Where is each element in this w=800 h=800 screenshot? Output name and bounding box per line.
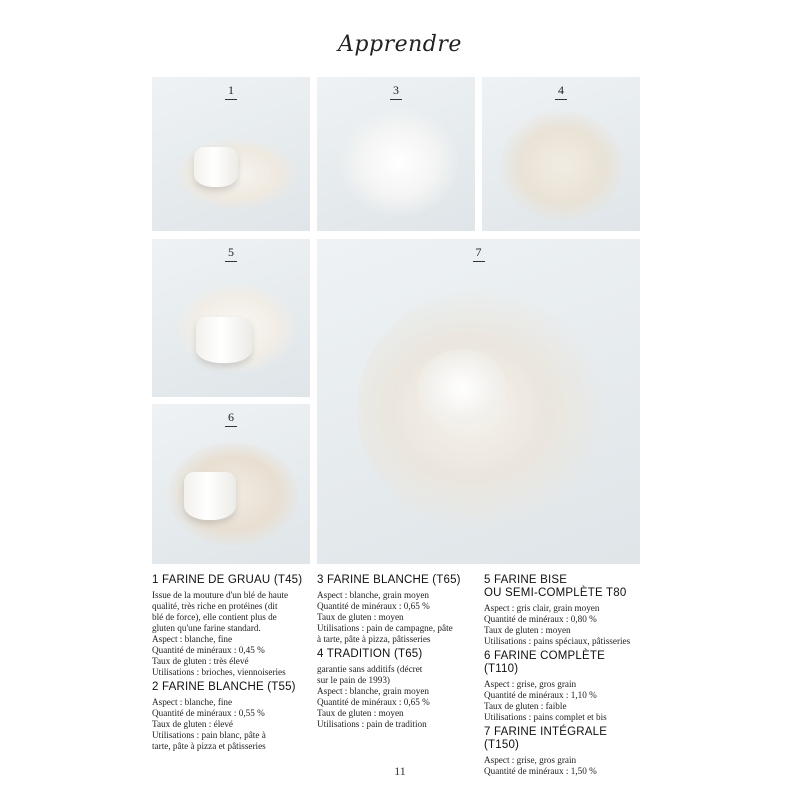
entry-line: Issue de la mouture d'un blé de haute bbox=[152, 590, 289, 600]
page-number: 11 bbox=[394, 764, 406, 778]
entry-line: sur le pain de 1993) bbox=[317, 675, 390, 685]
text-column-3 bbox=[484, 572, 640, 780]
entry-line: Aspect : blanche, fine bbox=[152, 634, 233, 644]
entry-line: Utilisations : brioches, viennoiseries bbox=[152, 667, 286, 677]
entry-heading: 4 TRADITION (T65) bbox=[317, 648, 423, 660]
entry-heading: 1 FARINE DE GRUAU (T45) bbox=[152, 574, 303, 586]
photo-number: 1 bbox=[228, 83, 234, 97]
entry-line: garantie sans additifs (décret bbox=[317, 664, 423, 674]
entry-line: Quantité de minéraux : 0,45 % bbox=[152, 645, 265, 655]
entry-line: Quantité de minéraux : 0,80 % bbox=[484, 614, 597, 624]
entry-line: Utilisations : pains spéciaux, pâtisseries bbox=[484, 636, 631, 646]
flour-photo-6 bbox=[152, 404, 310, 564]
flour-entry-6 bbox=[484, 650, 640, 723]
entry-heading: 2 FARINE BLANCHE (T55) bbox=[152, 681, 296, 693]
entry-line: Aspect : blanche, grain moyen bbox=[317, 686, 429, 696]
flour-photo-5 bbox=[152, 239, 310, 397]
flour-photo-7 bbox=[317, 239, 640, 564]
entry-line: Quantité de minéraux : 0,55 % bbox=[152, 708, 265, 718]
entry-line: Aspect : gris clair, grain moyen bbox=[484, 603, 600, 613]
flour-entry-4 bbox=[317, 648, 477, 730]
flour-entry-5 bbox=[484, 574, 640, 647]
photo-number: 7 bbox=[475, 245, 482, 259]
flour-photo-4 bbox=[482, 77, 640, 231]
entry-line: Aspect : blanche, fine bbox=[152, 697, 233, 707]
entry-line: gluten qu'une farine standard. bbox=[152, 623, 261, 633]
entry-line: Aspect : blanche, grain moyen bbox=[317, 590, 429, 600]
flour-mound bbox=[184, 472, 236, 520]
flour-photo-3 bbox=[317, 77, 475, 231]
entry-line: à tarte, pâte à pizza, pâtisseries bbox=[317, 634, 431, 644]
number-underline bbox=[473, 261, 485, 262]
entry-heading-line: OU SEMI-COMPLÈTE T80 bbox=[484, 587, 627, 599]
entry-line: Quantité de minéraux : 0,65 % bbox=[317, 697, 430, 707]
entry-line: Taux de gluten : moyen bbox=[484, 625, 571, 635]
photo-number: 3 bbox=[393, 83, 399, 97]
flour-pile bbox=[500, 111, 624, 221]
flour-entry-1 bbox=[152, 574, 312, 678]
page-title: Apprendre bbox=[338, 32, 462, 57]
entry-line: Utilisations : pain de campagne, pâte bbox=[317, 623, 453, 633]
flour-peak bbox=[417, 349, 507, 429]
entry-line: Quantité de minéraux : 1,50 % bbox=[484, 766, 597, 776]
flour-photo-1 bbox=[152, 77, 310, 231]
entry-line: Taux de gluten : moyen bbox=[317, 612, 404, 622]
entry-line: Utilisations : pain blanc, pâte à bbox=[152, 730, 266, 740]
number-underline bbox=[555, 99, 567, 100]
number-underline bbox=[225, 99, 237, 100]
flour-entry-3 bbox=[317, 574, 477, 645]
flour-mound bbox=[196, 317, 252, 363]
flour-pile bbox=[339, 107, 459, 217]
text-column-2 bbox=[317, 572, 477, 733]
photo-number: 6 bbox=[228, 410, 234, 424]
entry-line: Quantité de minéraux : 0,65 % bbox=[317, 601, 430, 611]
entry-heading: 7 FARINE INTÉGRALE (T150) bbox=[484, 726, 608, 751]
number-underline bbox=[225, 261, 237, 262]
entry-line: Quantité de minéraux : 1,10 % bbox=[484, 690, 597, 700]
text-column-1 bbox=[152, 572, 312, 755]
photo-number: 5 bbox=[228, 245, 234, 259]
entry-line: Taux de gluten : faible bbox=[484, 701, 567, 711]
flour-entry-2 bbox=[152, 681, 312, 752]
entry-heading: 3 FARINE BLANCHE (T65) bbox=[317, 574, 461, 586]
entry-heading: 6 FARINE COMPLÈTE (T110) bbox=[484, 650, 605, 675]
entry-heading-line: 5 FARINE BISE bbox=[484, 574, 568, 586]
entry-line: Utilisations : pains complet et bis bbox=[484, 712, 607, 722]
entry-line: Aspect : grise, gros grain bbox=[484, 755, 577, 765]
entry-line: Taux de gluten : très élevé bbox=[152, 656, 249, 666]
entry-line: Taux de gluten : élevé bbox=[152, 719, 233, 729]
entry-line: blé de force), elle contient plus de bbox=[152, 612, 277, 622]
entry-line: Aspect : grise, gros grain bbox=[484, 679, 577, 689]
entry-line: tarte, pâte à pizza et pâtisseries bbox=[152, 741, 266, 751]
number-underline bbox=[390, 99, 402, 100]
entry-heading bbox=[484, 574, 640, 600]
flour-mound bbox=[194, 147, 238, 187]
photo-number: 4 bbox=[558, 83, 564, 97]
entry-line: qualité, très riche en protéines (dit bbox=[152, 601, 278, 611]
entry-line: Taux de gluten : moyen bbox=[317, 708, 404, 718]
number-underline bbox=[225, 426, 237, 427]
entry-line: Utilisations : pain de tradition bbox=[317, 719, 427, 729]
